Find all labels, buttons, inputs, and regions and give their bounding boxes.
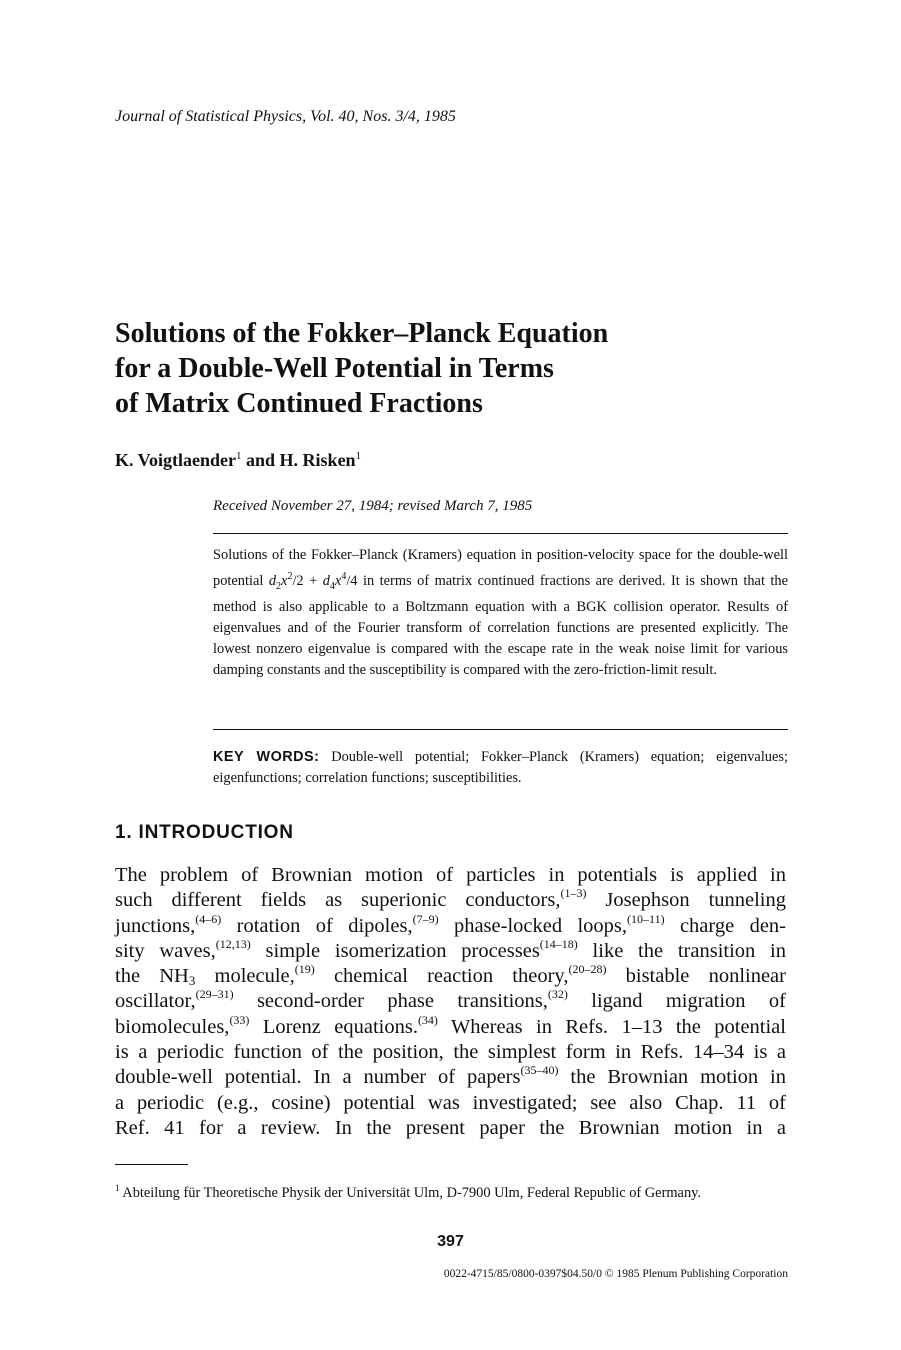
- body-line: sity waves,$^{(12,13)}$ simple isomerization processes$^{(14-18)}$ like the transition in: [115, 936, 786, 962]
- body-line: biomolecules,$^{(33)}$ Lorenz equations.$^{(34)}$ Whereas in Refs. 1–13 the potential: [115, 1012, 786, 1038]
- title-line: for a Double-Well Potential in Terms: [115, 353, 554, 384]
- author-conjunction: and: [241, 450, 280, 470]
- copyright-line: 0022-4715/85/0800-0397$04.50/0 © 1985 Plenum Publishing Corporation: [443, 1268, 788, 1280]
- received-dates: Received November 27, 1984; revised March 7, 1985: [213, 498, 533, 514]
- affiliation-mark: 1: [236, 450, 242, 462]
- abstract-text: in terms of matrix continued fractions are derived. It is shown that the method is also applicable to a Boltzmann equation with a BGK collision operator. Results of eigenvalues and of the Fourier transform of correlation functions are presented explicitly. The lowest nonzero eigenvalue is compared with the escape rate in the weak noise limit for various damping constants and the susceptibility is compared with the zero-friction-limit result.: [213, 572, 789, 679]
- body-line: is a periodic function of the position, the simplest form in Refs. 14–34 is a: [115, 1041, 786, 1064]
- author-name: H. Risken: [279, 450, 356, 470]
- potential-formula: $d_2x^2/2 + d_4x^4/4$: [268, 571, 358, 592]
- body-line: a periodic (e.g., cosine) potential was investigated; see also Chap. 11 of: [115, 1091, 786, 1114]
- section-heading: 1. INTRODUCTION: [115, 822, 294, 843]
- footnote-text: Abteilung für Theoretische Physik der Universität Ulm, D-7900 Ulm, Federal Republic of Germany.: [119, 1184, 701, 1201]
- author-list: [115, 450, 361, 471]
- title-line: Solutions of the Fokker–Planck Equation: [115, 318, 609, 349]
- body-line: double-well potential. In a number of papers$^{(35-40)}$ the Brownian motion in: [115, 1063, 786, 1089]
- introduction-body: [115, 863, 786, 1141]
- paper-title: [115, 316, 765, 421]
- page-number: 397: [437, 1233, 464, 1250]
- body-line: such different fields as superionic conductors,$^{(1-3)}$ Josephson tunneling: [115, 886, 787, 912]
- abstract: [213, 545, 788, 681]
- journal-citation: Journal of Statistical Physics, Vol. 40, Nos. 3/4, 1985: [115, 108, 456, 125]
- keywords-label: KEY WORDS:: [213, 749, 320, 765]
- footnote: [115, 1178, 788, 1203]
- title-line: of Matrix Continued Fractions: [115, 388, 483, 419]
- abstract-top-rule: [213, 533, 788, 534]
- body-line: the $NH_3$ molecule,$^{(19)}$ chemical reaction theory,$^{(20-28)}$ bistable nonlinear: [115, 962, 786, 989]
- affiliation-mark: 1: [355, 450, 362, 462]
- footnote-rule: [115, 1164, 188, 1165]
- keywords: [213, 747, 788, 789]
- body-line: oscillator,$^{(29-31)}$ second-order phase transitions,$^{(32)}$ ligand migration of: [115, 987, 786, 1013]
- body-line: The problem of Brownian motion of particles in potentials is applied in: [115, 864, 786, 886]
- abstract-text: Solutions of the Fokker–Planck (Kramers) equation in position-velocity space for the double-well potential: [213, 547, 788, 589]
- body-line: Ref. 41 for a review. In the present paper the Brownian motion in a: [115, 1116, 786, 1139]
- abstract-bottom-rule: [213, 729, 788, 730]
- keywords-text: Double-well potential; Fokker–Planck (Kramers) equation; eigenvalues; eigenfunctions; correlation functions; susceptibilities.: [213, 749, 788, 786]
- footnote-mark: 1: [115, 1183, 120, 1193]
- body-line: junctions,$^{(4-6)}$ rotation of dipoles,$^{(7-9)}$ phase-locked loops,$^{(10-11)}$ charge den-: [115, 911, 786, 937]
- author-name: K. Voigtlaender: [115, 450, 237, 470]
